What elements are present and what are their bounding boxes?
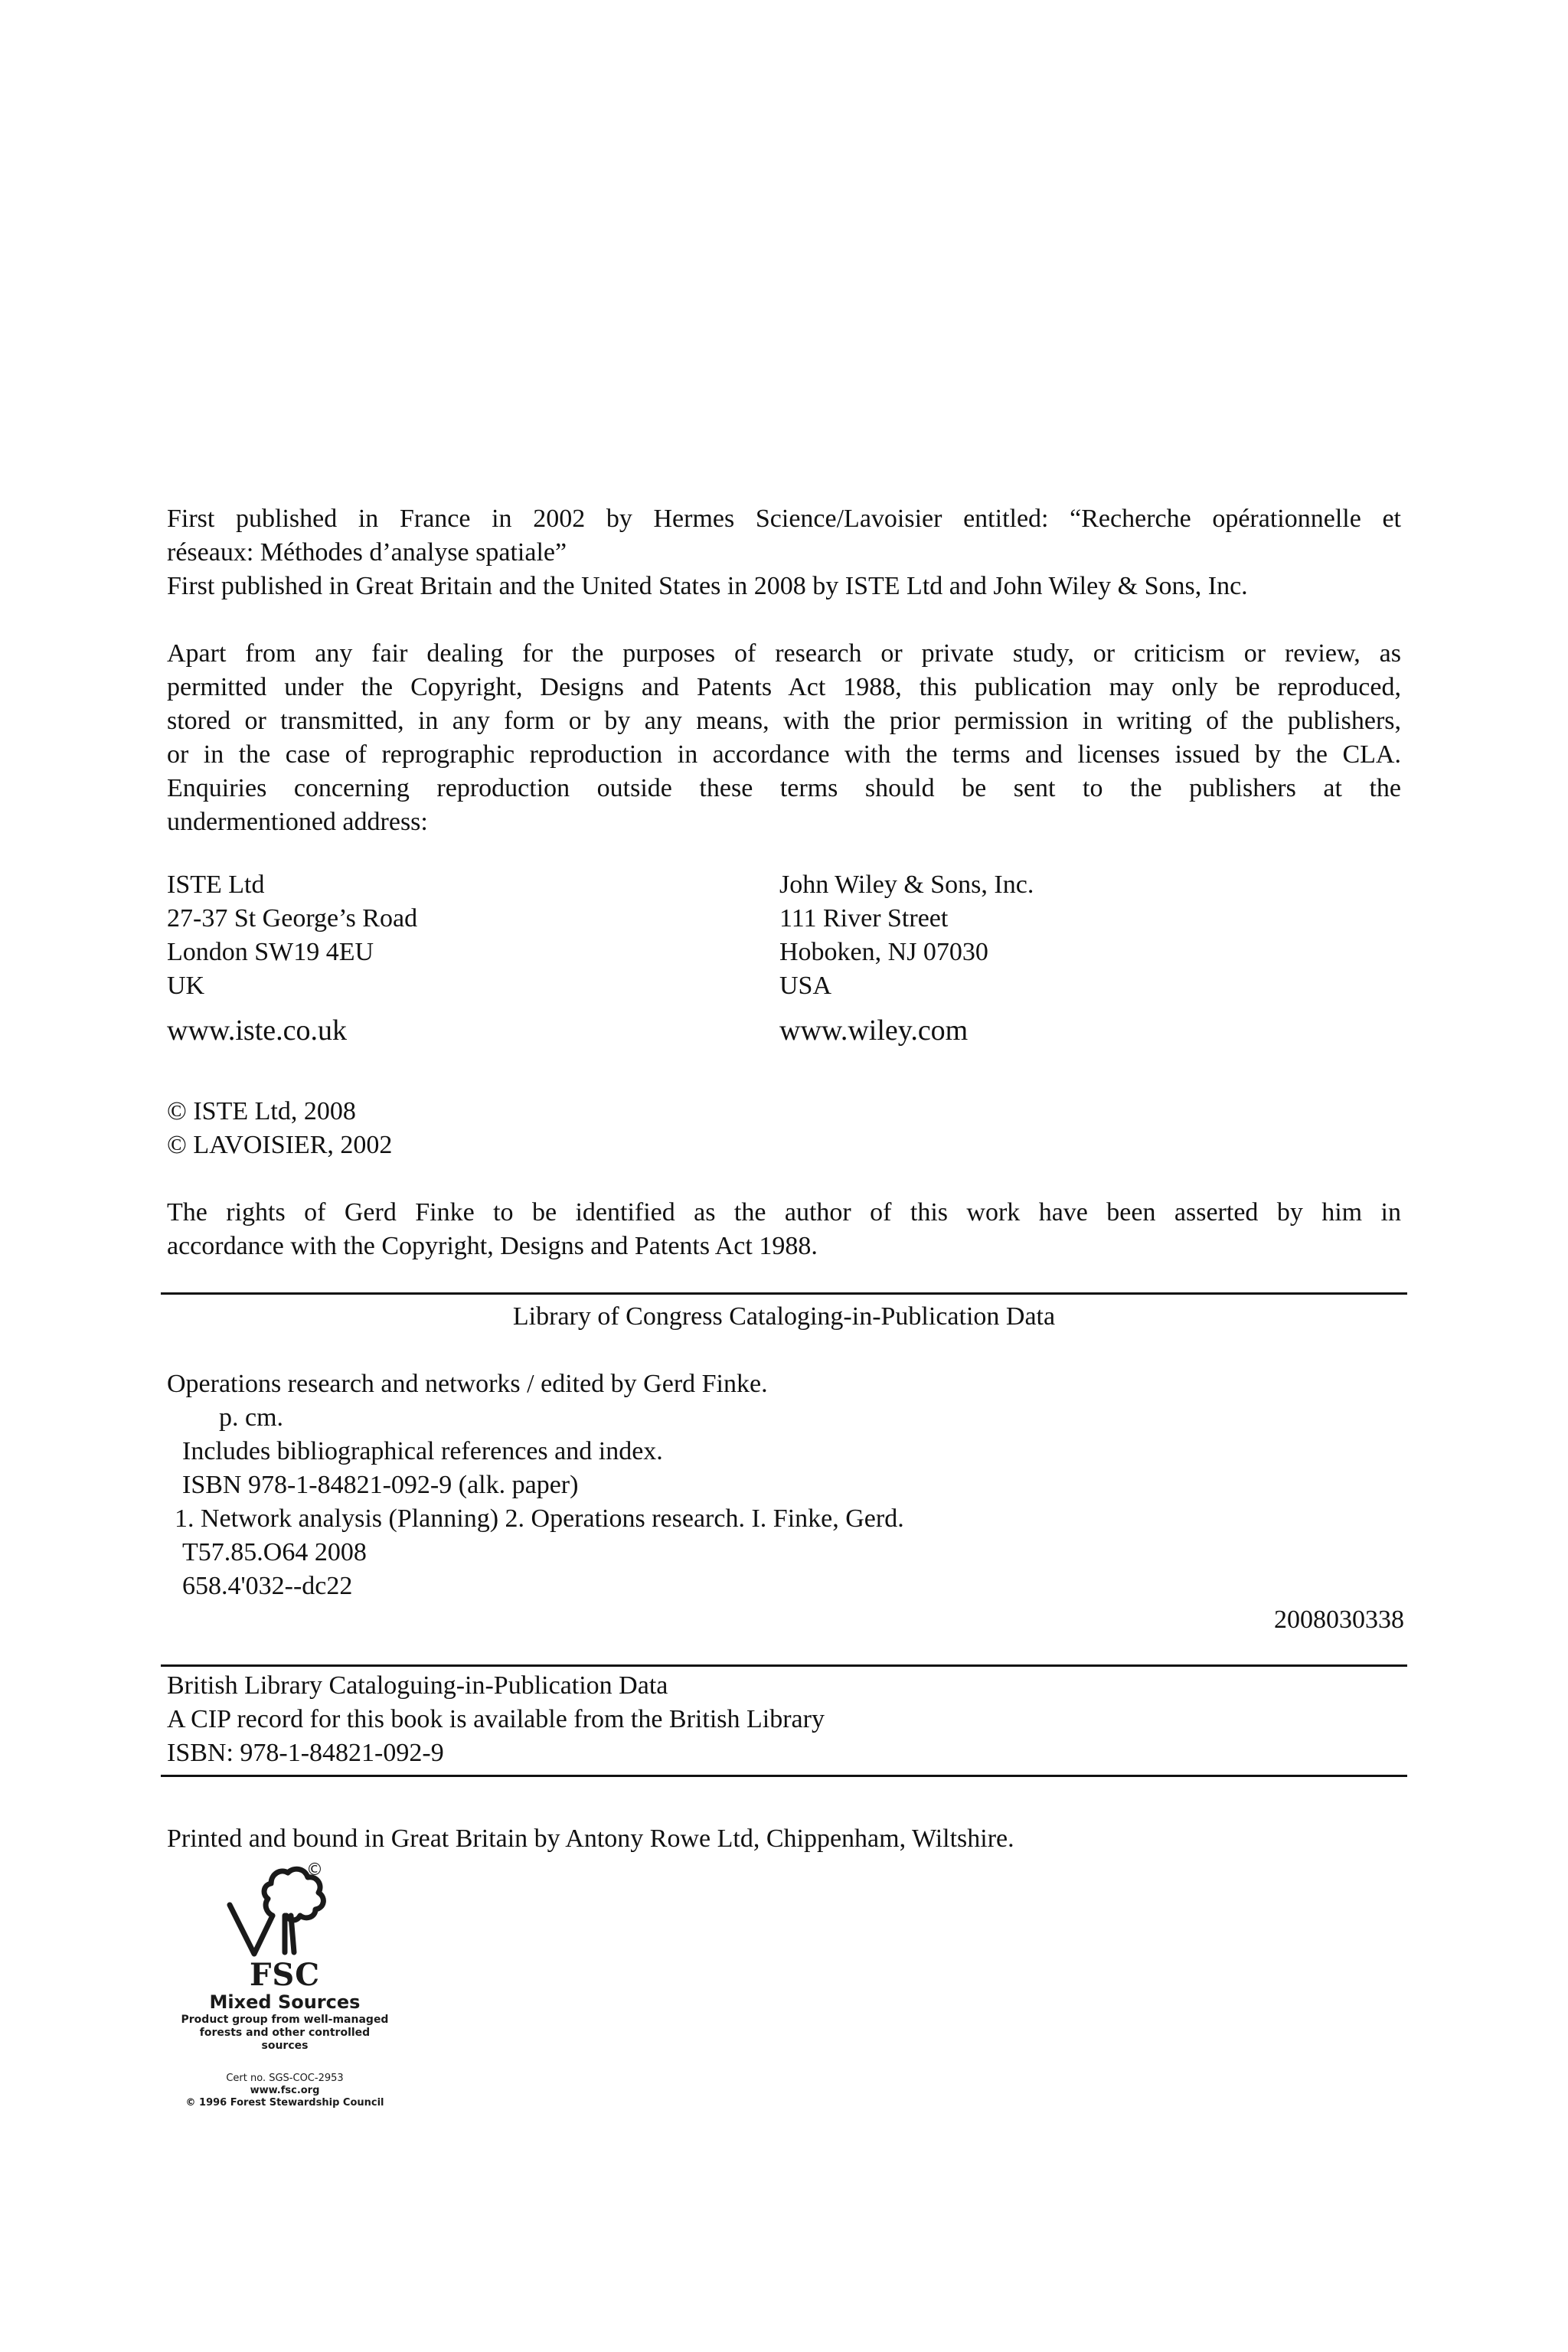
fsc-name: FSC (249, 1957, 321, 1993)
fsc-council: © 1996 Forest Stewardship Council (185, 2097, 384, 2109)
lc-line: 1. Network analysis (Planning) 2. Operations research. I. Finke, Gerd. (175, 1504, 904, 1533)
copyright-iste: © ISTE Ltd, 2008 (167, 1097, 356, 1125)
lc-heading: Library of Congress Cataloging-in-Publication Data (512, 1302, 1056, 1331)
publication-line-3: First published in Great Britain and the United States in 2008 by ISTE Ltd and John Wiley & Sons, Inc. (167, 572, 1248, 600)
lc-line: Includes bibliographical references and index. (182, 1437, 663, 1465)
lc-line: Operations research and networks / edited by Gerd Finke. (167, 1370, 768, 1398)
address-name: ISTE Ltd (167, 871, 265, 899)
fsc-logo (178, 1862, 392, 2115)
bl-heading: British Library Cataloguing-in-Publication Data (167, 1671, 668, 1700)
address-iste (167, 868, 417, 1047)
website-link[interactable]: www.iste.co.uk (167, 1014, 347, 1047)
notice-line: undermentioned address: (167, 808, 428, 836)
lc-line: p. cm. (219, 1403, 284, 1432)
fsc-cert-number: Cert no. SGS-COC-2953 (226, 2073, 344, 2084)
fsc-website[interactable]: www.fsc.org (250, 2085, 320, 2096)
address-name: John Wiley & Sons, Inc. (779, 871, 1034, 899)
notice-line: stored or transmitted, in any form or by any means, with the prior permission in writing of the publishers, (167, 707, 1401, 735)
copyright-lavoisier: © LAVOISIER, 2002 (167, 1131, 393, 1159)
address-street: 111 River Street (779, 904, 949, 933)
website-link[interactable]: www.wiley.com (779, 1014, 969, 1047)
address-city: Hoboken, NJ 07030 (779, 938, 988, 966)
notice-line: permitted under the Copyright, Designs and Patents Act 1988, this publication may only be reproduced, (167, 673, 1401, 701)
fsc-description-1: Product group from well-managed (181, 2014, 389, 2026)
rights-line-1: The rights of Gerd Finke to be identified as the author of this work have been asserted by him in (167, 1198, 1401, 1227)
notice-line: Apart from any fair dealing for the purposes of research or private study, or criticism or review, as (167, 639, 1401, 668)
lc-catalog-data (167, 1367, 1401, 1603)
bl-catalog-data (167, 1669, 1401, 1770)
notice-line: or in the case of reprographic reproduction in accordance with the terms and licenses issued by the CLA. (167, 740, 1401, 769)
divider (161, 1292, 1407, 1295)
divider (161, 1664, 1407, 1667)
bl-isbn: ISBN: 978-1-84821-092-9 (167, 1739, 444, 1767)
publication-line-1: First published in France in 2002 by Hermes Science/Lavoisier entitled: “Recherche opérationnelle et (167, 505, 1401, 533)
address-city: London SW19 4EU (167, 938, 374, 966)
rights-statement (167, 1196, 1401, 1263)
address-wiley (779, 868, 1034, 1047)
publication-history (167, 502, 1401, 603)
copyright-notice (167, 637, 1401, 839)
rights-line-2: accordance with the Copyright, Designs and Patents Act 1988. (167, 1232, 818, 1260)
address-country: USA (779, 972, 832, 1000)
fsc-cert-block (178, 2073, 392, 2109)
address-country: UK (167, 972, 205, 1000)
fsc-registered-mark: © (306, 1860, 323, 1880)
lc-line: ISBN 978-1-84821-092-9 (alk. paper) (182, 1471, 579, 1499)
copyright-lines (167, 1095, 1401, 1162)
tree-checkmark-icon (224, 1862, 346, 1958)
publication-line-2: réseaux: Méthodes d’analyse spatiale” (167, 538, 567, 567)
lc-line: 658.4'032--dc22 (182, 1572, 353, 1600)
bl-cip-note: A CIP record for this book is available from the British Library (167, 1705, 825, 1733)
lc-line: T57.85.O64 2008 (182, 1538, 367, 1566)
notice-line: Enquiries concerning reproduction outside these terms should be sent to the publishers at the (167, 774, 1401, 802)
divider (161, 1775, 1407, 1777)
lc-control-number: 2008030338 (1274, 1606, 1404, 1634)
address-street: 27-37 St George’s Road (167, 904, 418, 933)
fsc-mixed-sources: Mixed Sources (209, 1991, 361, 2013)
printer-note: Printed and bound in Great Britain by Antony Rowe Ltd, Chippenham, Wiltshire. (167, 1824, 1014, 1853)
fsc-description-2: forests and other controlled sources (199, 2027, 371, 2052)
